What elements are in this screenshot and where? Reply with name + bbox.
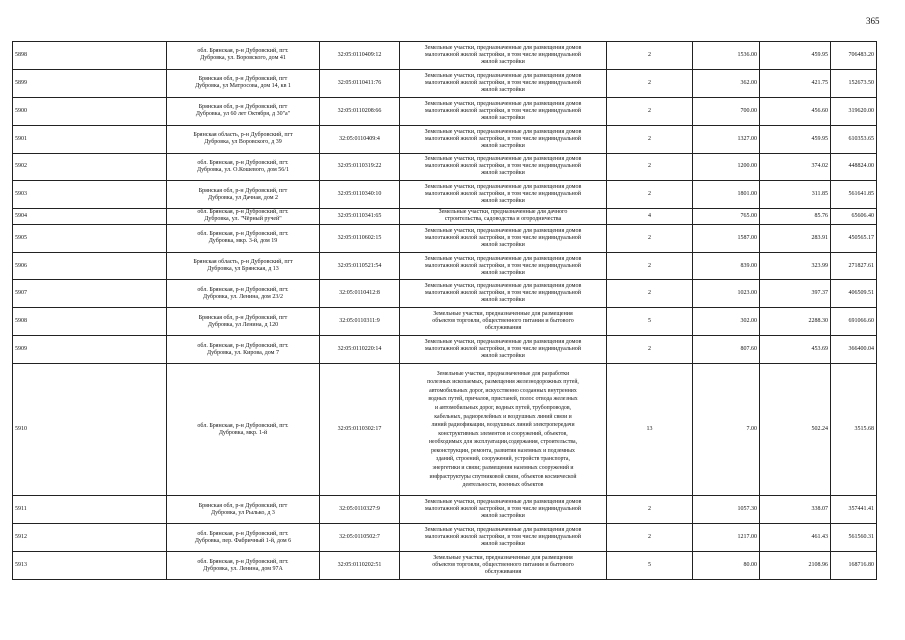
cell-permitted-use: Земельные участки, предназначенные для размещения домов малоэтажной жилой застройки, в том числе индивидуальной жилой застройки <box>400 224 607 252</box>
cell-address: обл. Брянская, р-н Дубровский, пгт. Дубровка, ул. О.Кошевого, дом 56/1 <box>167 153 320 181</box>
cell-record-number: 5904 <box>13 209 167 224</box>
cell-area: 807.60 <box>693 336 760 364</box>
cell-permitted-use: Земельные участки, предназначенные для размещения объектов торговли, общественного питания и бытового обслуживания <box>400 552 607 580</box>
cell-permitted-use: Земельные участки, предназначенные для размещения домов малоэтажной жилой застройки, в том числе индивидуальной жилой застройки <box>400 181 607 209</box>
cell-record-number: 5913 <box>13 552 167 580</box>
cell-cadastral-value: 319620.00 <box>831 97 877 125</box>
cell-cadastral-number: 32:05:0110202:51 <box>320 552 400 580</box>
cell-record-number: 5912 <box>13 524 167 552</box>
cell-area: 7.00 <box>693 364 760 496</box>
cell-cadastral-value: 3515.68 <box>831 364 877 496</box>
cell-specific-value: 283.91 <box>760 224 831 252</box>
cell-cadastral-number: 32:05:0110340:10 <box>320 181 400 209</box>
cell-use-group: 2 <box>607 524 693 552</box>
cell-specific-value: 453.69 <box>760 336 831 364</box>
cell-permitted-use: Земельные участки, предназначенные для дачного строительства, садоводства и огородничества <box>400 209 607 224</box>
cell-address: обл. Брянская, р-н Дубровский, пгт. Дубровка, мкр. 3-й, дом 19 <box>167 224 320 252</box>
table-row <box>13 153 877 181</box>
table-row <box>13 336 877 364</box>
table-body <box>13 42 877 580</box>
cell-permitted-use: Земельные участки, предназначенные для размещения домов малоэтажной жилой застройки, в том числе индивидуальной жилой застройки <box>400 280 607 308</box>
cell-record-number: 5901 <box>13 125 167 153</box>
cell-use-group: 2 <box>607 496 693 524</box>
cell-address: Брянская обл, р-н Дубровский, пгт Дубровка, ул Ленина, д 120 <box>167 308 320 336</box>
cell-address: Брянская область, р-н Дубровский, пгт Дубровка, ул Воровского, д 39 <box>167 125 320 153</box>
cell-area: 1536.00 <box>693 42 760 70</box>
cell-use-group: 2 <box>607 181 693 209</box>
cell-cadastral-number: 32:05:0110409:4 <box>320 125 400 153</box>
cell-area: 362.00 <box>693 69 760 97</box>
table-row <box>13 97 877 125</box>
table-row <box>13 552 877 580</box>
cell-area: 839.00 <box>693 252 760 280</box>
cell-specific-value: 323.99 <box>760 252 831 280</box>
cell-cadastral-number: 32:05:0110602:15 <box>320 224 400 252</box>
cell-address: Брянская область, р-н Дубровский, пгт Дубровка, ул Брянская, д 13 <box>167 252 320 280</box>
cell-area: 1023.00 <box>693 280 760 308</box>
cell-cadastral-value: 406509.51 <box>831 280 877 308</box>
cell-cadastral-number: 32:05:0110411:76 <box>320 69 400 97</box>
table-row <box>13 224 877 252</box>
cell-cadastral-value: 366400.04 <box>831 336 877 364</box>
cell-cadastral-value: 357441.41 <box>831 496 877 524</box>
table-row <box>13 280 877 308</box>
cell-cadastral-value: 561641.85 <box>831 181 877 209</box>
table-row <box>13 181 877 209</box>
cell-address: обл. Брянская, р-н Дубровский, пгт. Дубровка, ул. Ленина, дом 97А <box>167 552 320 580</box>
cell-permitted-use: Земельные участки, предназначенные для размещения объектов торговли, общественного питания и бытового обслуживания <box>400 308 607 336</box>
cell-cadastral-value: 65606.40 <box>831 209 877 224</box>
cell-address: обл. Брянская, р-н Дубровский, пгт. Дубровка, ул. "Чёрный ручей" <box>167 209 320 224</box>
cell-cadastral-value: 561560.31 <box>831 524 877 552</box>
cell-specific-value: 502.24 <box>760 364 831 496</box>
table-row <box>13 42 877 70</box>
cell-address: обл. Брянская, р-н Дубровский, пгт. Дубровка, мкр. 1-й <box>167 364 320 496</box>
cell-use-group: 2 <box>607 336 693 364</box>
cell-permitted-use: Земельные участки, предназначенные для размещения домов малоэтажной жилой застройки, в том числе индивидуальной жилой застройки <box>400 69 607 97</box>
cell-specific-value: 2288.30 <box>760 308 831 336</box>
cell-record-number: 5911 <box>13 496 167 524</box>
cell-address: Брянская обл, р-н Дубровский, пгт Дубровка, ул Рылько, д 3 <box>167 496 320 524</box>
cell-use-group: 2 <box>607 153 693 181</box>
cell-cadastral-value: 271827.61 <box>831 252 877 280</box>
cell-use-group: 2 <box>607 125 693 153</box>
cell-permitted-use: Земельные участки, предназначенные для размещения домов малоэтажной жилой застройки, в том числе индивидуальной жилой застройки <box>400 125 607 153</box>
cell-permitted-use: Земельные участки, предназначенные для разработки полезных ископаемых, размещения железнодорожных путей, автомобильных дорог, искусственно созданных внутренних водных путей, причалов, пристаней, полос отвода железных и автомобильных дорог, водных путей, трубопроводов, кабельных, радиорелейных и воздушных линий связи и линий радиофикации, воздушных линий электропередачи конструктивных элементов и сооружений, объектов, необходимых для эксплуатации,содержания, строительства, реконструкции, ремонта, развития наземных и подземных зданий, строений, сооружений, устройств транспорта, энергетики и связи; размещения наземных сооружений и инфраструктуры спутниковой связи, объектов космической деятельности, военных объектов <box>400 364 607 496</box>
cell-cadastral-value: 691066.60 <box>831 308 877 336</box>
cell-record-number: 5898 <box>13 42 167 70</box>
cell-record-number: 5903 <box>13 181 167 209</box>
cell-address: обл. Брянская, р-н Дубровский, пгт. Дубровка, ул. Ленина, дом 23/2 <box>167 280 320 308</box>
cell-use-group: 2 <box>607 42 693 70</box>
cell-specific-value: 85.76 <box>760 209 831 224</box>
cell-specific-value: 421.75 <box>760 69 831 97</box>
cell-use-group: 2 <box>607 69 693 97</box>
cell-use-group: 2 <box>607 252 693 280</box>
cell-use-group: 2 <box>607 224 693 252</box>
cell-cadastral-number: 32:05:0110208:66 <box>320 97 400 125</box>
cell-specific-value: 456.60 <box>760 97 831 125</box>
cell-cadastral-number: 32:05:0110311:9 <box>320 308 400 336</box>
cell-area: 302.00 <box>693 308 760 336</box>
cell-cadastral-number: 32:05:0110327:9 <box>320 496 400 524</box>
cell-specific-value: 311.85 <box>760 181 831 209</box>
cell-specific-value: 2108.96 <box>760 552 831 580</box>
cell-use-group: 2 <box>607 97 693 125</box>
cell-cadastral-value: 168716.80 <box>831 552 877 580</box>
cell-area: 1587.00 <box>693 224 760 252</box>
cell-record-number: 5906 <box>13 252 167 280</box>
cell-area: 1200.00 <box>693 153 760 181</box>
cell-use-group: 5 <box>607 552 693 580</box>
cell-cadastral-value: 152673.50 <box>831 69 877 97</box>
cell-permitted-use: Земельные участки, предназначенные для размещения домов малоэтажной жилой застройки, в том числе индивидуальной жилой застройки <box>400 97 607 125</box>
cell-address: обл. Брянская, р-н Дубровский, пгт. Дубровка, ул. Воровского, дом 41 <box>167 42 320 70</box>
cell-specific-value: 397.37 <box>760 280 831 308</box>
cell-area: 1217.00 <box>693 524 760 552</box>
cell-address: обл. Брянская, р-н Дубровский, пгт. Дубровка, пер. Фабричный 1-й, дом 6 <box>167 524 320 552</box>
cell-permitted-use: Земельные участки, предназначенные для размещения домов малоэтажной жилой застройки, в том числе индивидуальной жилой застройки <box>400 524 607 552</box>
cell-use-group: 4 <box>607 209 693 224</box>
cell-specific-value: 374.02 <box>760 153 831 181</box>
table-row <box>13 308 877 336</box>
cell-area: 1801.00 <box>693 181 760 209</box>
cell-cadastral-number: 32:05:0110341:65 <box>320 209 400 224</box>
table-row <box>13 524 877 552</box>
cell-specific-value: 461.43 <box>760 524 831 552</box>
cell-record-number: 5905 <box>13 224 167 252</box>
cell-specific-value: 338.07 <box>760 496 831 524</box>
cell-cadastral-number: 32:05:0110319:22 <box>320 153 400 181</box>
cell-record-number: 5909 <box>13 336 167 364</box>
cell-specific-value: 459.95 <box>760 42 831 70</box>
cell-address: Брянская обл, р-н Дубровский, пгт Дубровка, ул Матросова, дом 14, кв 1 <box>167 69 320 97</box>
page-number: 365 <box>866 16 880 26</box>
cell-cadastral-value: 448824.00 <box>831 153 877 181</box>
cell-cadastral-value: 450565.17 <box>831 224 877 252</box>
cell-record-number: 5899 <box>13 69 167 97</box>
cell-record-number: 5902 <box>13 153 167 181</box>
cell-cadastral-value: 610353.65 <box>831 125 877 153</box>
cell-cadastral-number: 32:05:0110302:17 <box>320 364 400 496</box>
cell-area: 1327.00 <box>693 125 760 153</box>
cell-area: 1057.30 <box>693 496 760 524</box>
cell-use-group: 2 <box>607 280 693 308</box>
table-row <box>13 496 877 524</box>
cell-use-group: 5 <box>607 308 693 336</box>
cell-address: Брянская обл, р-н Дубровский, пгт Дубровка, ул Дачная, дом 2 <box>167 181 320 209</box>
cell-permitted-use: Земельные участки, предназначенные для размещения домов малоэтажной жилой застройки, в том числе индивидуальной жилой застройки <box>400 42 607 70</box>
cell-area: 80.00 <box>693 552 760 580</box>
cell-cadastral-number: 32:05:0110502:7 <box>320 524 400 552</box>
cell-record-number: 5900 <box>13 97 167 125</box>
cell-record-number: 5907 <box>13 280 167 308</box>
cell-cadastral-value: 706483.20 <box>831 42 877 70</box>
cell-record-number: 5908 <box>13 308 167 336</box>
cell-specific-value: 459.95 <box>760 125 831 153</box>
cell-record-number: 5910 <box>13 364 167 496</box>
cell-permitted-use: Земельные участки, предназначенные для размещения домов малоэтажной жилой застройки, в том числе индивидуальной жилой застройки <box>400 252 607 280</box>
table-row <box>13 252 877 280</box>
table-row <box>13 69 877 97</box>
cell-cadastral-number: 32:05:0110521:54 <box>320 252 400 280</box>
table-row <box>13 364 877 496</box>
cell-area: 700.00 <box>693 97 760 125</box>
cell-use-group: 13 <box>607 364 693 496</box>
cell-cadastral-number: 32:05:0110220:14 <box>320 336 400 364</box>
cell-cadastral-number: 32:05:0110412:8 <box>320 280 400 308</box>
cell-cadastral-number: 32:05:0110409:12 <box>320 42 400 70</box>
table-row <box>13 125 877 153</box>
cell-area: 765.00 <box>693 209 760 224</box>
cell-address: обл. Брянская, р-н Дубровский, пгт. Дубровка, ул. Кирова, дом 7 <box>167 336 320 364</box>
cell-permitted-use: Земельные участки, предназначенные для размещения домов малоэтажной жилой застройки, в том числе индивидуальной жилой застройки <box>400 496 607 524</box>
land-registry-table <box>12 41 877 580</box>
cell-permitted-use: Земельные участки, предназначенные для размещения домов малоэтажной жилой застройки, в том числе индивидуальной жилой застройки <box>400 153 607 181</box>
table-row <box>13 209 877 224</box>
cell-permitted-use: Земельные участки, предназначенные для размещения домов малоэтажной жилой застройки, в том числе индивидуальной жилой застройки <box>400 336 607 364</box>
cell-address: Брянская обл, р-н Дубровский, пгт Дубровка, ул 60 лет Октября, д 30"а" <box>167 97 320 125</box>
